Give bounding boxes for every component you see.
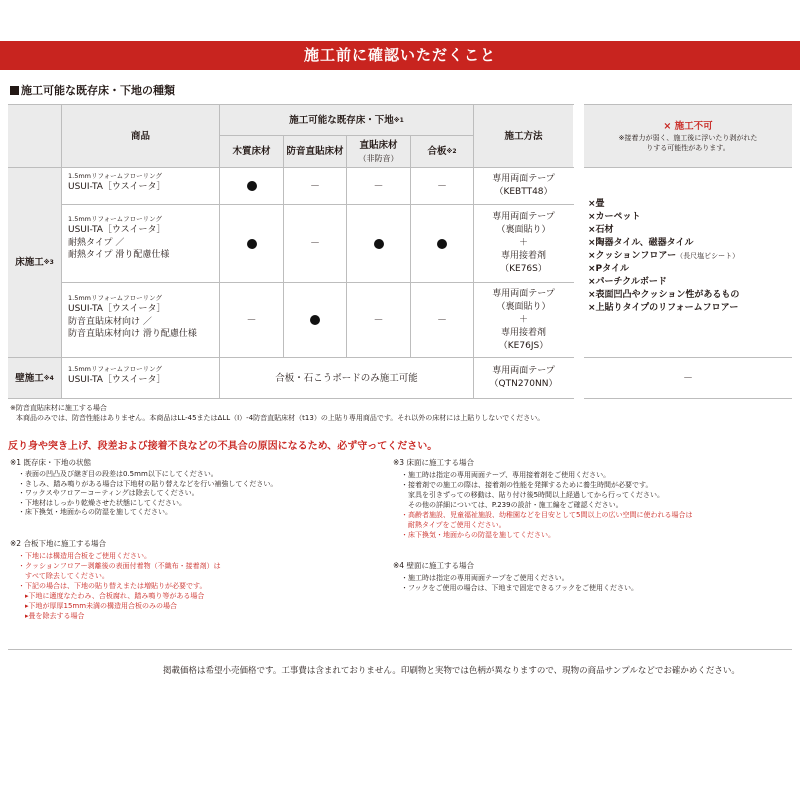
- product-name: 1.5mmリフォームフローリング USUI-TA［ウスイータ］: [68, 365, 166, 385]
- available-dot: [374, 239, 384, 249]
- header-wood: 木質床材: [220, 136, 283, 167]
- available-dot: [247, 239, 257, 249]
- product-name: 1.5mmリフォームフローリング USUI-TA［ウスイータ］ 耐熱タイプ ／ 耐熱タイプ 滑り配慮仕様: [68, 215, 170, 260]
- method-cell: 専用両面テープ （KEBTT48）: [492, 174, 555, 197]
- mark-soundproof: －: [310, 238, 320, 249]
- mark-wood: －: [246, 314, 257, 326]
- method-cell: 専用両面テープ （QTN270NN）: [489, 366, 558, 389]
- rule: [584, 167, 792, 168]
- available-dot: [247, 181, 257, 191]
- ng-title: × 施工不可: [663, 120, 713, 132]
- mark-wood: [220, 168, 283, 204]
- method-cell: 専用両面テープ （裏面貼り） ＋ 専用接着剤 （KE76S）: [492, 212, 555, 274]
- floor-label: 床施工 ※3: [8, 168, 61, 357]
- rule: [8, 398, 574, 399]
- header-product: 商品: [62, 105, 219, 167]
- product-name: 1.5mmリフォームフローリング USUI-TA［ウスイータ］ 防音直貼床材向け ／ 防音直貼床材向け 滑り配慮仕様: [68, 294, 197, 339]
- mark-direct: －: [373, 180, 384, 192]
- available-dot: [437, 239, 447, 249]
- footer-text: 掲載価格は希望小売価格です。工事費は含まれておりません。印刷物と実物では色柄が異なりますので、現物の商品サンプルなどでお確かめください。: [163, 666, 740, 676]
- ng-note: ※接着力が弱く、施工後に浮いたり剥がれたりする可能性があります。: [618, 133, 758, 152]
- header-corner: [8, 105, 61, 167]
- product-name: 1.5mmリフォームフローリング USUI-TA［ウスイータ］: [68, 172, 166, 192]
- method-cell: 専用両面テープ （裏面貼り） ＋ 専用接着剤 （KE76JS）: [492, 288, 555, 351]
- ng-list: ×畳 ×カーペット ×石材 ×陶器タイル、磁器タイル ×クッションフロアー（長尺塩ビシート） ×Pタイル ×パーチクルボード ×表面凹凸やクッション性があるもの ×上貼りタイプのリフォームフロアー: [588, 199, 740, 313]
- section-title: 施工可能な既存床・下地の種類: [10, 82, 175, 98]
- mark-plywood: [411, 205, 473, 282]
- rule: [61, 105, 62, 398]
- mark-direct: [347, 205, 410, 282]
- soundproof-note: ※防音直貼床材に施工する場合 本商品のみでは、防音性能はありません。本商品はLL-45またはΔLL（Ⅰ）-4防音直貼床材（t13）の上貼り専用商品です。それ以外の床材には上貼りしないでください。: [10, 404, 545, 422]
- note-1: ※1 既存床・下地の状態 ・表面の凹凸及び継ぎ目の段差は0.5mm以下にしてください。 ・きしみ、踏み鳴りがある場合は下地材の貼り替えなどを行い補強してください。 ・ワックスやフロアーコーティングは除去してください。 ・下地材はしっかり乾燥させた状態にしてください。 ・床下換気・地面からの防湿を施してください。: [10, 458, 278, 516]
- note-2: ※2 合板下地に施工する場合 ・下地には構造用合板をご使用ください。 ・クッションフロアー剥離後の表面付着物（不織布・接着剤）は すべて除去してください。 ・下記の場合は、下地の貼り替えまたは増貼りが必要です。 ▸下地に適度なたわみ、合板腐れ、踏み鳴り等がある場合 ▸下地が厚厚15mm未満の構造用合板のみの場合 ▸畳を除去する場合: [10, 539, 221, 620]
- wall-label: 壁施工 ※4: [8, 358, 61, 398]
- header-direct: 直貼床材 （非防音）: [347, 136, 410, 167]
- rule: [8, 104, 574, 105]
- header-ng: [584, 105, 792, 167]
- mark-wood: [220, 205, 283, 282]
- note-4: ※4 壁面に施工する場合 ・施工時は指定の専用両面テープをご使用ください。 ・フックをご使用の場合は、下地まで固定できるフックをご使用ください。: [393, 561, 639, 592]
- header-plywood: 合板 ※2: [411, 136, 473, 167]
- wall-span-text: 合板・石こうボードのみ施工可能: [275, 372, 418, 384]
- mark-soundproof: －: [310, 180, 320, 192]
- header-soundproof: 防音直貼床材: [284, 136, 346, 167]
- rule: [584, 398, 792, 399]
- header-method: 施工方法: [474, 105, 573, 167]
- rule: [584, 104, 792, 105]
- mark-plywood: －: [437, 180, 447, 192]
- available-dot: [310, 315, 320, 325]
- mark-plywood: －: [437, 314, 447, 326]
- wall-ng: －: [683, 372, 693, 384]
- header-floor-group: 施工可能な既存床・下地 ※1: [220, 105, 473, 135]
- mark-soundproof: [284, 283, 346, 357]
- mark-direct: －: [373, 314, 384, 326]
- note-3: ※3 床面に施工する場合 ・施工時は指定の専用両面テープ、専用接着剤をご使用ください。 ・接着剤での施工の際は、接着剤の性能を発揮するために養生時間が必要です。 家具を引きずっての移動は、貼り付け後5時間以上経過してから行ってください。 その他の詳細については、P.239の設計・施工編をご確認ください。 ・高齢者施設、児童福祉施設、幼稚園などを目安として5間以上の広い空間に使われる場合は 耐熱タイプをご使用ください。 ・床下換気・地面からの防湿を施してください。: [393, 458, 693, 539]
- divider: [8, 649, 792, 650]
- warning-text: 反り身や突き上げ、段差および接着不良などの不具合の原因になるため、必ず守ってください。: [8, 441, 438, 452]
- page-banner: 施工前に確認いただくこと: [0, 41, 800, 70]
